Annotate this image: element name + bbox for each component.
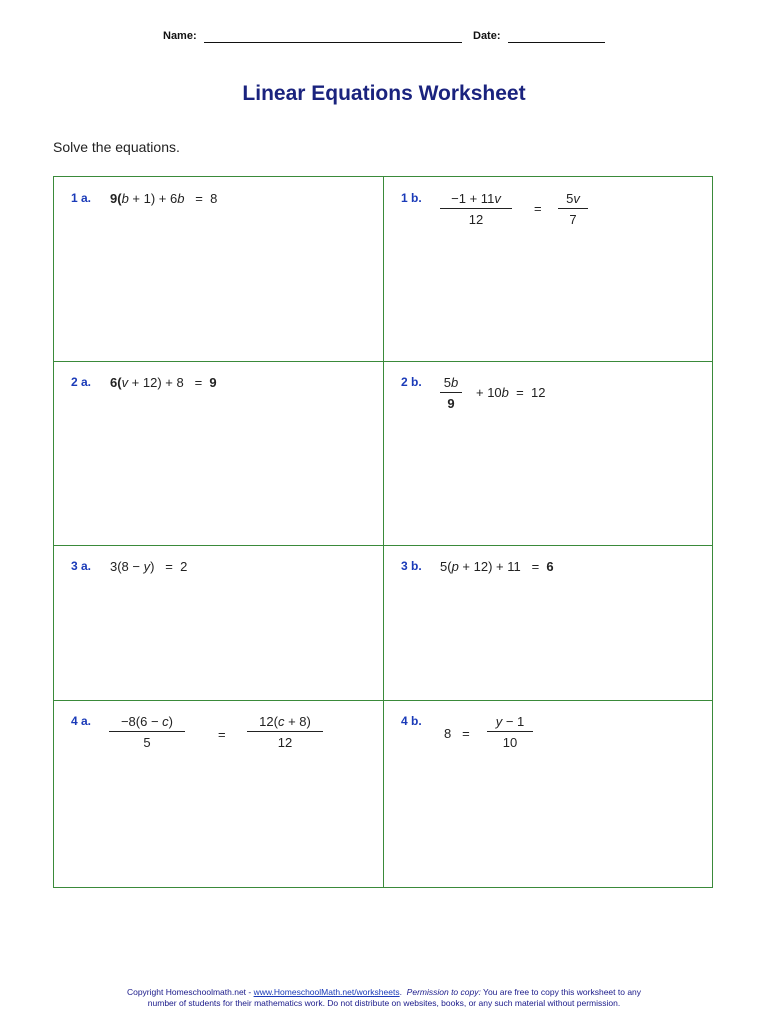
problem-label: 1 a. bbox=[71, 191, 92, 205]
problem-label: 3 b. bbox=[401, 559, 422, 573]
problem-label: 3 a. bbox=[71, 559, 92, 573]
problem-label: 1 b. bbox=[401, 191, 422, 205]
problem-grid bbox=[53, 176, 713, 888]
name-label: Name: bbox=[163, 30, 197, 42]
grid-divider-horizontal bbox=[54, 700, 712, 701]
fraction: 12(c + 8) 12 bbox=[247, 714, 323, 750]
date-line bbox=[508, 42, 605, 43]
permission-text-line2: number of students for their mathematics work. Do not distribute on websites, books, or any such material without permission. bbox=[147, 998, 621, 1008]
equals-sign: = bbox=[218, 727, 226, 742]
equation: 9(b + 1) + 6b = 8 bbox=[110, 191, 218, 206]
equation: 3(8 − y) = 2 bbox=[110, 559, 188, 574]
permission-label: Permission to copy: bbox=[406, 987, 481, 997]
fraction: −8(6 − c) 5 bbox=[109, 714, 185, 750]
problem-label: 4 a. bbox=[71, 714, 92, 728]
footer: Copyright Homeschoolmath.net - www.HomeschoolMath.net/worksheets. Permission to copy: You are free to copy this worksheet to any number of students for their mathematics work. Do not distribute on websites, books, or any such material without permission. bbox=[0, 987, 768, 1009]
problem-label: 2 b. bbox=[401, 375, 422, 389]
instructions: Solve the equations. bbox=[53, 139, 180, 155]
copyright-text: Copyright Homeschoolmath.net - bbox=[126, 987, 254, 997]
fraction: 5v 7 bbox=[558, 191, 588, 227]
equation: 5(p + 12) + 11 = 6 bbox=[440, 559, 554, 574]
problem-label: 4 b. bbox=[401, 714, 422, 728]
fraction: −1 + 11v 12 bbox=[440, 191, 512, 227]
date-label: Date: bbox=[473, 30, 501, 42]
problem-label: 2 a. bbox=[71, 375, 92, 389]
permission-text: You are free to copy this worksheet to any bbox=[480, 987, 642, 997]
fraction: 5b 9 bbox=[440, 375, 462, 411]
fraction: y − 1 10 bbox=[487, 714, 533, 750]
grid-divider-horizontal bbox=[54, 545, 712, 546]
page-title: Linear Equations Worksheet bbox=[242, 82, 526, 105]
equation-rest: + 10b = 12 bbox=[476, 385, 546, 400]
equation-lhs: 8 = bbox=[444, 726, 470, 741]
name-line bbox=[204, 42, 462, 43]
homeschoolmath-link[interactable]: www.HomeschoolMath.net/worksheets bbox=[253, 987, 400, 997]
grid-divider-horizontal bbox=[54, 361, 712, 362]
equation: 6(v + 12) + 8 = 9 bbox=[110, 375, 217, 390]
grid-divider-vertical bbox=[383, 177, 384, 887]
equals-sign: = bbox=[534, 201, 542, 216]
